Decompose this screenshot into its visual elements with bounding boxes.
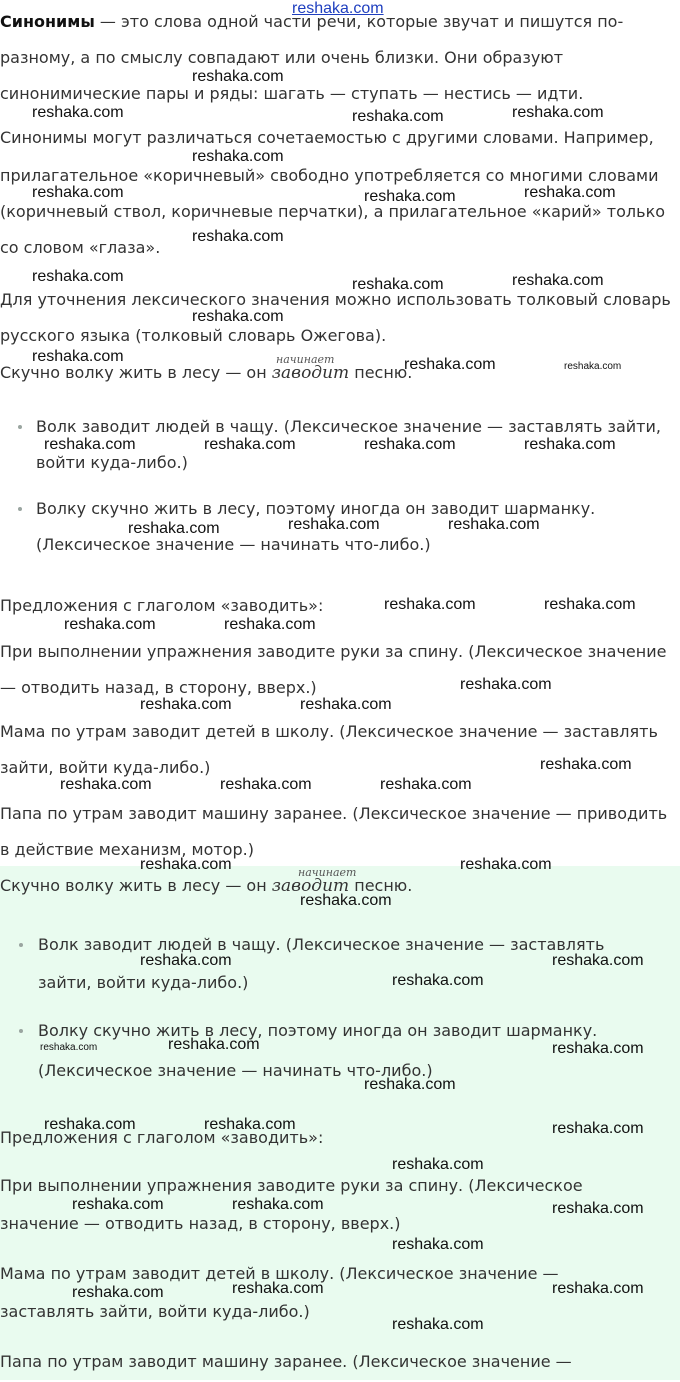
- watermark: reshaka.com: [140, 856, 232, 873]
- list-item-2-line-2: (Лексическое значение — начинать что-либо.): [36, 535, 431, 554]
- watermark: reshaka.com: [44, 1116, 136, 1133]
- sentence-3-line-1: Папа по утрам заводит машину заранее. (Лексическое значение — приводить: [0, 804, 668, 823]
- sentence-2-line-2: зайти, войти куда-либо.): [0, 758, 211, 777]
- watermark: reshaka.com: [32, 348, 124, 365]
- watermark: reshaka.com: [552, 1040, 644, 1057]
- watermark: reshaka.com: [524, 436, 616, 453]
- watermark: reshaka.com: [72, 1196, 164, 1213]
- intro-line-4: Синонимы могут различаться сочетаемостью с другими словами. Например,: [0, 128, 654, 147]
- watermark: reshaka.com: [32, 104, 124, 121]
- bullet-dot: [19, 1029, 23, 1033]
- watermark: reshaka.com: [32, 268, 124, 285]
- watermark: reshaka.com: [552, 1120, 644, 1137]
- verb-annotation: начинает: [276, 353, 335, 366]
- green-item-2-line-2: (Лексическое значение — начинать что-либо.): [38, 1061, 433, 1080]
- watermark: reshaka.com: [192, 148, 284, 165]
- list-item-1-line-2: войти куда-либо.): [36, 453, 188, 472]
- watermark: reshaka.com: [552, 1280, 644, 1297]
- intro-line-7: со словом «глаза».: [0, 238, 161, 257]
- list-item-1-line-1: Волк заводит людей в чащу. (Лексическое значение — заставлять зайти,: [36, 417, 661, 436]
- sentence-1-line-2: — отводить назад, в сторону, вверх.): [0, 678, 317, 697]
- watermark-top-link[interactable]: reshaka.com: [292, 0, 384, 17]
- watermark: reshaka.com: [392, 1156, 484, 1173]
- green-sentence-2-line-2: заставлять зайти, войти куда-либо.): [0, 1302, 310, 1321]
- watermark: reshaka.com: [512, 104, 604, 121]
- sentence-2-line-1: Мама по утрам заводит детей в школу. (Лексическое значение — заставлять: [0, 722, 658, 741]
- green-sentence-1-line-2: значение — отводить назад, в сторону, вверх.): [0, 1214, 401, 1233]
- verb-annotation-2: начинает: [298, 866, 357, 879]
- green-sentence-1-line-1: При выполнении упражнения заводите руки за спину. (Лексическое: [0, 1176, 583, 1195]
- sentence-1-line-1: При выполнении упражнения заводите руки за спину. (Лексическое значение: [0, 642, 667, 661]
- sentence-3-line-2: в действие механизм, мотор.): [0, 840, 254, 859]
- watermark: reshaka.com: [380, 776, 472, 793]
- intro-line-9: русского языка (толковый словарь Ожегова).: [0, 326, 387, 345]
- intro-line-6: (коричневый ствол, коричневые перчатки), а прилагательное «карий» только: [0, 202, 666, 221]
- intro-line-5: прилагательное «коричневый» свободно употребляется со многими словами: [0, 166, 659, 185]
- watermark: reshaka.com: [364, 1076, 456, 1093]
- intro-line-8: Для уточнения лексического значения можно использовать толковый словарь: [0, 290, 671, 309]
- watermark: reshaka.com: [40, 1042, 98, 1053]
- green-sentences-heading: Предложения с глаголом «заводить»:: [0, 1128, 324, 1147]
- watermark: reshaka.com: [300, 892, 392, 909]
- watermark: reshaka.com: [448, 516, 540, 533]
- bullet-dot: [18, 507, 22, 511]
- watermark: reshaka.com: [224, 616, 316, 633]
- example-verb-2: заводит: [271, 876, 350, 896]
- watermark: reshaka.com: [192, 308, 284, 325]
- watermark: reshaka.com: [300, 696, 392, 713]
- example-after: песню.: [349, 363, 413, 382]
- watermark: reshaka.com: [192, 68, 284, 85]
- watermark: reshaka.com: [288, 516, 380, 533]
- watermark: reshaka.com: [128, 520, 220, 537]
- green-sentence-3-line-1: Папа по утрам заводит машину заранее. (Лексическое значение —: [0, 1352, 572, 1371]
- watermark: reshaka.com: [384, 596, 476, 613]
- intro-line-1-text: — это слова одной части речи, которые звучат и пишутся по-: [94, 12, 624, 31]
- watermark: reshaka.com: [540, 756, 632, 773]
- watermark: reshaka.com: [204, 436, 296, 453]
- list-item-2-line-1: Волку скучно жить в лесу, поэтому иногда он заводит шарманку.: [36, 499, 596, 518]
- green-item-1-line-2: зайти, войти куда-либо.): [38, 973, 249, 992]
- green-item-1-line-1: Волк заводит людей в чащу. (Лексическое значение — заставлять: [38, 935, 605, 954]
- watermark: reshaka.com: [72, 1284, 164, 1301]
- watermark: reshaka.com: [392, 1236, 484, 1253]
- intro-line-3: синонимические пары и ряды: шагать — ступать — нестись — идти.: [0, 84, 584, 103]
- watermark: reshaka.com: [552, 1200, 644, 1217]
- watermark: reshaka.com: [364, 188, 456, 205]
- watermark: reshaka.com: [564, 361, 622, 372]
- watermark: reshaka.com: [60, 776, 152, 793]
- watermark: reshaka.com: [140, 696, 232, 713]
- example-before: Скучно волку жить в лесу — он: [0, 363, 272, 382]
- watermark: reshaka.com: [460, 856, 552, 873]
- example-verb: заводит: [271, 363, 350, 383]
- watermark: reshaka.com: [44, 436, 136, 453]
- watermark: reshaka.com: [232, 1280, 324, 1297]
- term-synonyms: Синонимы: [0, 12, 95, 31]
- bullet-dot: [19, 943, 23, 947]
- intro-line-2: разному, а по смыслу совпадают или очень близки. Они образуют: [0, 48, 564, 67]
- watermark: reshaka.com: [140, 952, 232, 969]
- watermark: reshaka.com: [352, 276, 444, 293]
- watermark: reshaka.com: [404, 356, 496, 373]
- bullet-dot: [18, 425, 22, 429]
- sentences-heading: Предложения с глаголом «заводить»:: [0, 596, 324, 615]
- watermark: reshaka.com: [352, 108, 444, 125]
- watermark: reshaka.com: [192, 228, 284, 245]
- watermark: reshaka.com: [524, 184, 616, 201]
- watermark: reshaka.com: [168, 1036, 260, 1053]
- watermark: reshaka.com: [552, 952, 644, 969]
- example-after-2: песню.: [349, 876, 413, 895]
- watermark: reshaka.com: [204, 1116, 296, 1133]
- green-item-2-line-1: Волку скучно жить в лесу, поэтому иногда он заводит шарманку.: [38, 1021, 598, 1040]
- watermark: reshaka.com: [220, 776, 312, 793]
- green-sentence-2-line-1: Мама по утрам заводит детей в школу. (Лексическое значение —: [0, 1264, 559, 1283]
- watermark: reshaka.com: [232, 1196, 324, 1213]
- watermark: reshaka.com: [32, 184, 124, 201]
- watermark: reshaka.com: [512, 272, 604, 289]
- watermark: reshaka.com: [392, 972, 484, 989]
- watermark: reshaka.com: [364, 436, 456, 453]
- watermark: reshaka.com: [460, 676, 552, 693]
- watermark: reshaka.com: [392, 1316, 484, 1333]
- watermark: reshaka.com: [544, 596, 636, 613]
- watermark: reshaka.com: [64, 616, 156, 633]
- example-before-2: Скучно волку жить в лесу — он: [0, 876, 272, 895]
